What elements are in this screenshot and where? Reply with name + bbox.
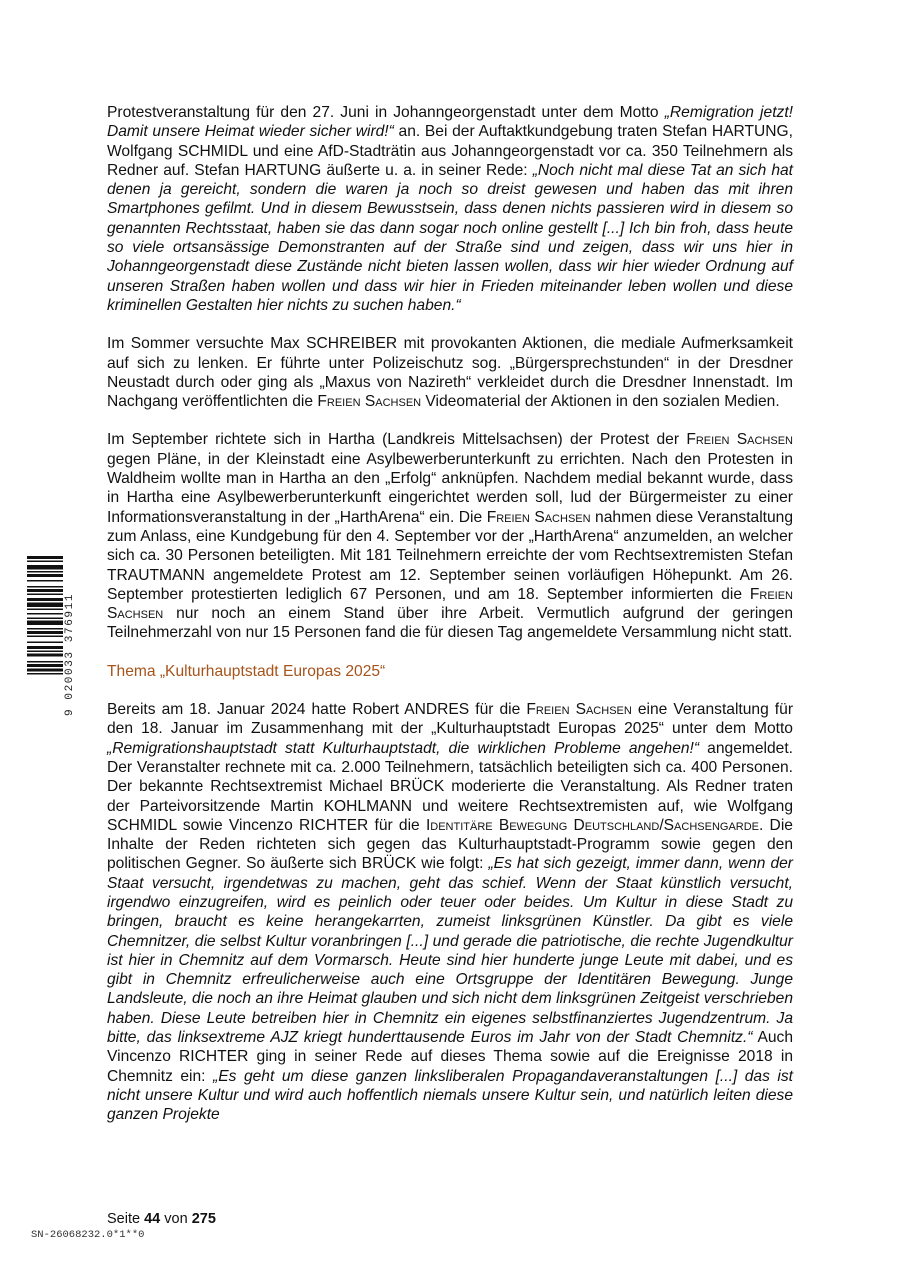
text-run: nur noch an einem Stand über ihre Arbeit. Vermutlich aufgrund der geringen Teilnehmerzahl von nur 15 Personen fand die für diesen Tag angemeldete Versammlung nicht statt.	[107, 605, 793, 642]
text-run: Protestveranstaltung für den 27. Juni in Johanngeorgenstadt unter dem Motto	[107, 104, 665, 121]
text-run: Videomaterial der Aktionen in den sozialen Medien.	[421, 393, 780, 411]
text-run: nahmen diese Veranstaltung zum Anlass, eine Kundgebung für den 4. September vor der „HarthArena“ anzumelden, an welcher sich ca. 30 Personen beteiligten. Mit 181 Teilnehmern erreichte der vom Rechtsextremisten Stefan TRAUTMANN angemeldete Protest am 12. September seinen vorläufigen Höhepunkt. Am 26. September protestierten lediglich 67 Personen, und am 18. September informierten die	[107, 508, 794, 603]
text-run: gegen Pläne, in der Kleinstadt eine Asylbewerberunterkunft zu errichten. Nach den Protesten in Waldheim wollte man in Hartha an den „Erfolg“ anknüpfen. Nachdem medial bekannt wurde, dass in Hartha eine Asylbewerberunterkunft eingerichtet werden soll, lud der Bürgermeister zu einer Informationsveranstaltung in der „HarthArena“ ein. Die	[107, 450, 793, 526]
document-id: SN-26068232.0*1**0	[31, 1229, 145, 1241]
text-run: angemeldet. Der Veranstalter rechnete mit ca. 2.000 Teilnehmern, tatsächlich beteiligten sich ca. 400 Personen. Der bekannte Rechtsextremist Michael BRÜCK moderierte die Veranstaltung. Als Redner traten der Parteivorsitzende Martin KOHLMANN und weitere Rechtsextremisten auf, wie Wolfgang SCHMIDL sowie Vincenzo RICHTER für die	[107, 739, 794, 834]
text-run: Im Sommer versuchte Max SCHREIBER mit provokanten Aktionen, die mediale Aufmerksamkeit auf sich zu lenken. Er führte unter Polizeischutz sog. „Bürgersprechstunden“ in der Dresdner Neustadt durch oder ging als „Maxus von Nazireth“ verkleidet durch die Dresdner Innenstadt. Im Nachgang veröffentlichten die	[107, 335, 793, 411]
organization-name: Freien Sachsen	[107, 585, 793, 623]
text-run: eine Veranstaltung für den 18. Januar im Zusammenhang mit der „Kulturhauptstadt Europas 2025“ unter dem Motto	[107, 701, 794, 738]
organization-name: Freien Sachsen	[526, 701, 632, 719]
text-run: Im September richtete sich in Hartha (Landkreis Mittelsachsen) der Protest der	[107, 431, 687, 449]
page-of: von	[164, 1211, 188, 1227]
page-prefix: Seite	[107, 1211, 141, 1227]
quote-text: „Es geht um diese ganzen linksliberalen Propagandaveranstaltungen [...] das ist nicht unsere Kultur und wird auch hoffentlich niemals unsere Kultur sein, und natürlich leiten diese ganzen Projekte	[107, 1067, 793, 1124]
quote-text: „Remigrationshauptstadt statt Kulturhauptstadt, die wirklichen Probleme angehen!“	[107, 739, 700, 757]
paragraph	[107, 700, 793, 1125]
paragraph	[107, 103, 793, 315]
organization-name: Freien Sachsen	[317, 393, 422, 411]
quote-text: „Es hat sich gezeigt, immer dann, wenn der Staat versucht, irgendetwas zu machen, geht das schief. Wenn der Staat künstlich versucht, irgendwo einzugreifen, wird es peinlich oder teuer oder beides. Um Kultur in diese Stadt zu bringen, braucht es keine herangekarrten, zumeist linksgrünen Künstler. Da gibt es viele Chemnitzer, die selbst Kultur voranbringen [...] und gerade die patriotische, die rechte Jugendkultur ist hier in Chemnitz auf dem Vormarsch. Heute sind hier hunderte junge Leute mit dabei, und es gibt in Chemnitz erfreulicherweise auch eine Ortsgruppe der Identitären Bewegung. Junge Landsleute, die noch an ihre Heimat glauben und sich nicht dem linksgrünen Zeitgeist verschrieben haben. Diese Leute betreiben hier in Chemnitz ein eigenes selbstfinanziertes Jugendzentrum. Ja bitte, das linksextreme AJZ kriegt hunderttausende Euros im Jahr von der Stadt Chemnitz.“	[107, 855, 793, 1047]
quote-text: „Remigration jetzt! Damit unsere Heimat wieder sicher wird!“	[107, 104, 793, 141]
body-paragraphs	[107, 103, 793, 643]
barcode-digits: 9 020033 376911	[64, 592, 76, 716]
section-heading: Thema „Kulturhauptstadt Europas 2025“	[107, 662, 386, 680]
paragraph	[107, 334, 793, 411]
page-total: 275	[191, 1211, 216, 1227]
page-number	[107, 1211, 216, 1227]
page-current: 44	[144, 1211, 161, 1227]
organization-name: Freien Sachsen	[686, 431, 793, 449]
text-run: an. Bei der Auftaktkundgebung traten Stefan HARTUNG, Wolfgang SCHMIDL und eine AfD-Stadträtin aus Johanngeorgenstadt vor ca. 350 Teilnehmern als Redner auf. Stefan HARTUNG äußerte u. a. in seiner Rede:	[107, 123, 793, 179]
text-run: . Die Inhalte der Reden richteten sich gegen das Kulturhauptstadt-Programm sowie gegen den politischen Gegner. So äußerte sich BRÜCK wie folgt:	[107, 816, 793, 873]
organization-name: Identitäre Bewegung Deutschland/Sachsengarde	[425, 816, 760, 834]
quote-text: „Noch nicht mal diese Tat an sich hat denen ja gereicht, sondern die waren ja noch so dreist gewesen und haben das mit ihren Smartphones gefilmt. Und in diesem Bewusstsein, dass denen nichts passieren wird in diesem so genannten Rechtsstaat, haben sie das dann sogar noch online gestellt [...] Ich bin froh, dass heute so viele ortsansässige Demonstranten auf der Straße sind und zeigen, dass wir uns hier in Johanngeorgenstadt diese Zustände nicht bieten lassen wollen, dass wir hier wieder Ordnung auf unseren Straßen haben wollen und dass wir hier in Frieden miteinander leben wollen und diese kriminellen Gestalten hier nichts zu suchen haben.“	[107, 161, 793, 314]
organization-name: Freien Sachsen	[486, 508, 591, 526]
section-paragraphs	[107, 700, 793, 1125]
text-run: Bereits am 18. Januar 2024 hatte Robert ANDRES für die	[107, 701, 527, 719]
page-body	[107, 103, 793, 1144]
text-run: Auch Vincenzo RICHTER ging in seiner Rede auf dieses Thema sowie auf die Ereignisse 2018 in Chemnitz ein:	[107, 1029, 794, 1085]
paragraph	[107, 430, 793, 642]
